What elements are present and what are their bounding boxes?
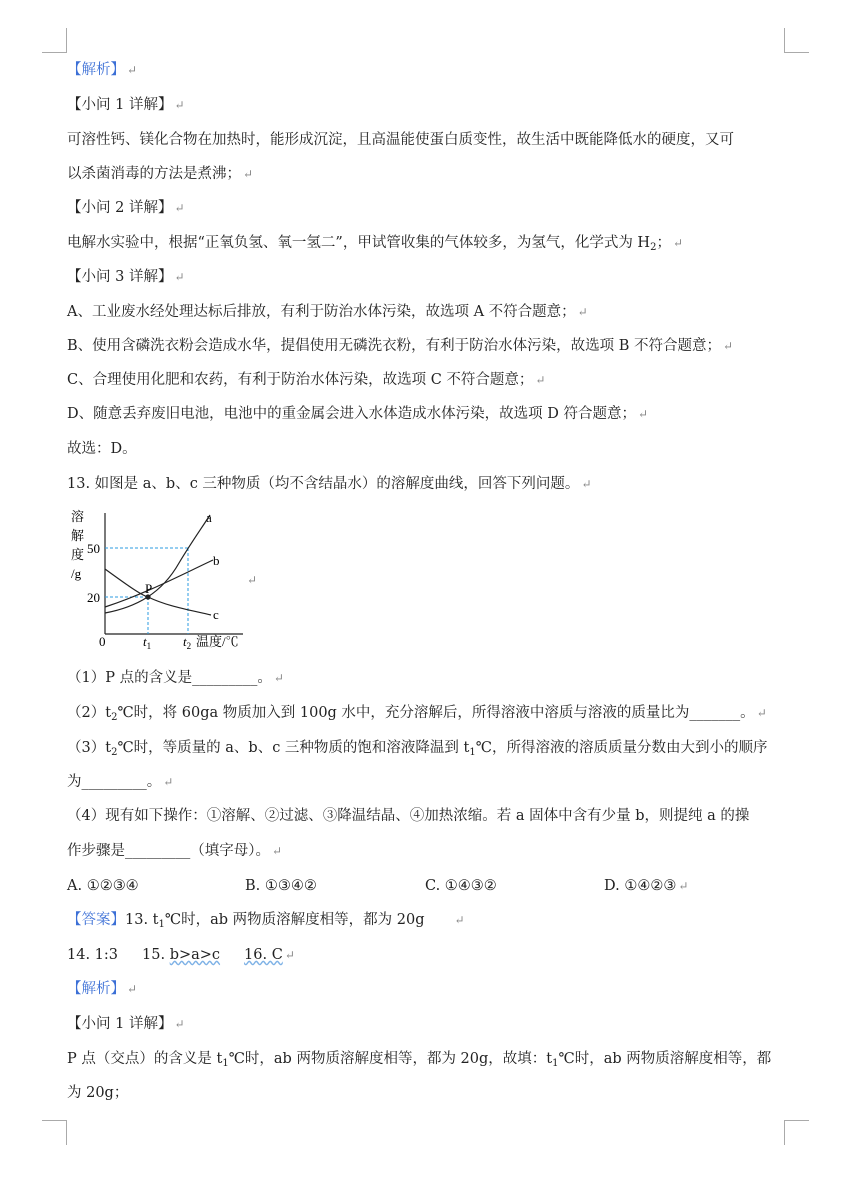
question-13-part-3-cont: 为_________。 ↵ bbox=[67, 774, 174, 790]
paragraph-line: 可溶性钙、镁化合物在加热时，能形成沉淀，且高温能使蛋白质变性，故生活中既能降低水的硬度，又可 bbox=[67, 132, 734, 148]
question-13-part-4-cont: 作步骤是_________（填字母）。 ↵ bbox=[67, 843, 283, 859]
sub-question-2-heading: 【小问 2 详解】 ↵ bbox=[67, 200, 185, 216]
y-tick-label: 20 bbox=[87, 590, 100, 605]
sub-question-1-heading-2: 【小问 1 详解】 ↵ bbox=[67, 1016, 185, 1032]
curve-label-c: c bbox=[213, 607, 219, 622]
sub-question-3-heading: 【小问 3 详解】 ↵ bbox=[67, 269, 185, 285]
point-p-label: P bbox=[145, 581, 153, 596]
curve-c bbox=[105, 569, 211, 615]
option-c: C. ①④③② bbox=[425, 878, 497, 894]
question-13-part-3: $(3)t_2℃$时，等质量的 a、b、c 三种物质的饱和溶液降温到 $t_1℃$，所得溶液的溶质质量分数由大到小的顺序 bbox=[67, 740, 768, 758]
analysis-heading: 【解析】 ↵ bbox=[67, 62, 138, 78]
corner-mark-top-left bbox=[42, 28, 67, 53]
curve-label-b: b bbox=[213, 553, 220, 568]
paragraph-line: 电解水实验中，根据“正氧负氢、氧一氢二”，甲试管收集的气体较多，为氢气，化学式为 $H_2$； ↵ bbox=[67, 235, 684, 253]
curve-a bbox=[105, 515, 210, 613]
option-b: B. ①③④② bbox=[245, 878, 317, 894]
x-axis-label: 温度/℃ bbox=[196, 634, 239, 649]
paragraph-mark: ↵ bbox=[247, 573, 258, 587]
x-tick-label: $t_1$ bbox=[143, 634, 152, 650]
curve-label-a: a bbox=[206, 510, 212, 525]
question-13-stem: 13. 如图是 a、b、c 三种物质（均不含结晶水）的溶解度曲线，回答下列问题。 ↵ bbox=[67, 476, 592, 492]
paragraph-line: C、合理使用化肥和农药，有利于防治水体污染，故选项 C 不符合题意； ↵ bbox=[67, 372, 546, 388]
paragraph-line: A、工业废水经处理达标后排放，有利于防治水体污染，故选项 A 不符合题意； ↵ bbox=[67, 304, 588, 320]
curve-b bbox=[105, 560, 213, 607]
paragraph-line: 故选：D。 bbox=[67, 441, 137, 457]
corner-mark-top-right bbox=[784, 28, 809, 53]
x-tick-label: $t_2$ bbox=[183, 634, 192, 650]
origin-label: 0 bbox=[99, 634, 106, 649]
option-d: D. ①④②③ ↵ bbox=[604, 878, 689, 894]
sub-question-1-heading: 【小问 1 详解】 ↵ bbox=[67, 97, 185, 113]
y-axis-label-char: 解 bbox=[71, 528, 85, 543]
solubility-chart bbox=[67, 505, 267, 650]
paragraph-line: 以杀菌消毒的方法是煮沸； ↵ bbox=[67, 166, 254, 182]
chart-axes bbox=[105, 513, 243, 634]
question-13-part-1: （1）P 点的含义是_________。 ↵ bbox=[67, 670, 284, 686]
y-axis-label-char: /g bbox=[71, 566, 82, 581]
question-13-part-2: $(2)t_2℃$时，将 60ga 物质加入到 100g 水中，充分溶解后，所得溶液中溶质与溶液的质量比为_______。 ↵ bbox=[67, 705, 767, 723]
y-axis-label-char: 溶 bbox=[71, 509, 85, 524]
question-13-part-4: （4）现有如下操作：①溶解、②过滤、③降温结晶、④加热浓缩。若 a 固体中含有少量 b，则提纯 a 的操 bbox=[67, 808, 750, 824]
corner-mark-bottom-right bbox=[784, 1120, 809, 1145]
chart-labels bbox=[71, 509, 239, 650]
analysis-heading-2: 【解析】 ↵ bbox=[67, 981, 138, 997]
y-tick-label: 50 bbox=[87, 541, 100, 556]
answer-line-2: 14. 1:3 15. b>a>c 16. C ↵ bbox=[67, 947, 295, 963]
paragraph-line: 为 20g； bbox=[67, 1085, 129, 1101]
paragraph-line: D、随意丢弃废旧电池，电池中的重金属会进入水体造成水体污染，故选项 D 符合题意； ↵ bbox=[67, 406, 649, 422]
paragraph-line: P 点（交点）的含义是 $t_1℃$时，ab 两物质溶解度相等，都为 20g，故填：$t_1℃$时，ab 两物质溶解度相等，都 bbox=[67, 1051, 772, 1069]
y-axis-label-char: 度 bbox=[71, 547, 85, 562]
paragraph-line: B、使用含磷洗衣粉会造成水华，提倡使用无磷洗衣粉，有利于防治水体污染，故选项 B 不符合题意； ↵ bbox=[67, 338, 734, 354]
corner-mark-bottom-left bbox=[42, 1120, 67, 1145]
chart-curves bbox=[105, 515, 213, 615]
option-a: A. ①②③④ bbox=[67, 878, 139, 894]
answer-line: 【答案】13. $t_1℃$时，ab 两物质溶解度相等，都为 20g ↵ bbox=[67, 912, 465, 930]
